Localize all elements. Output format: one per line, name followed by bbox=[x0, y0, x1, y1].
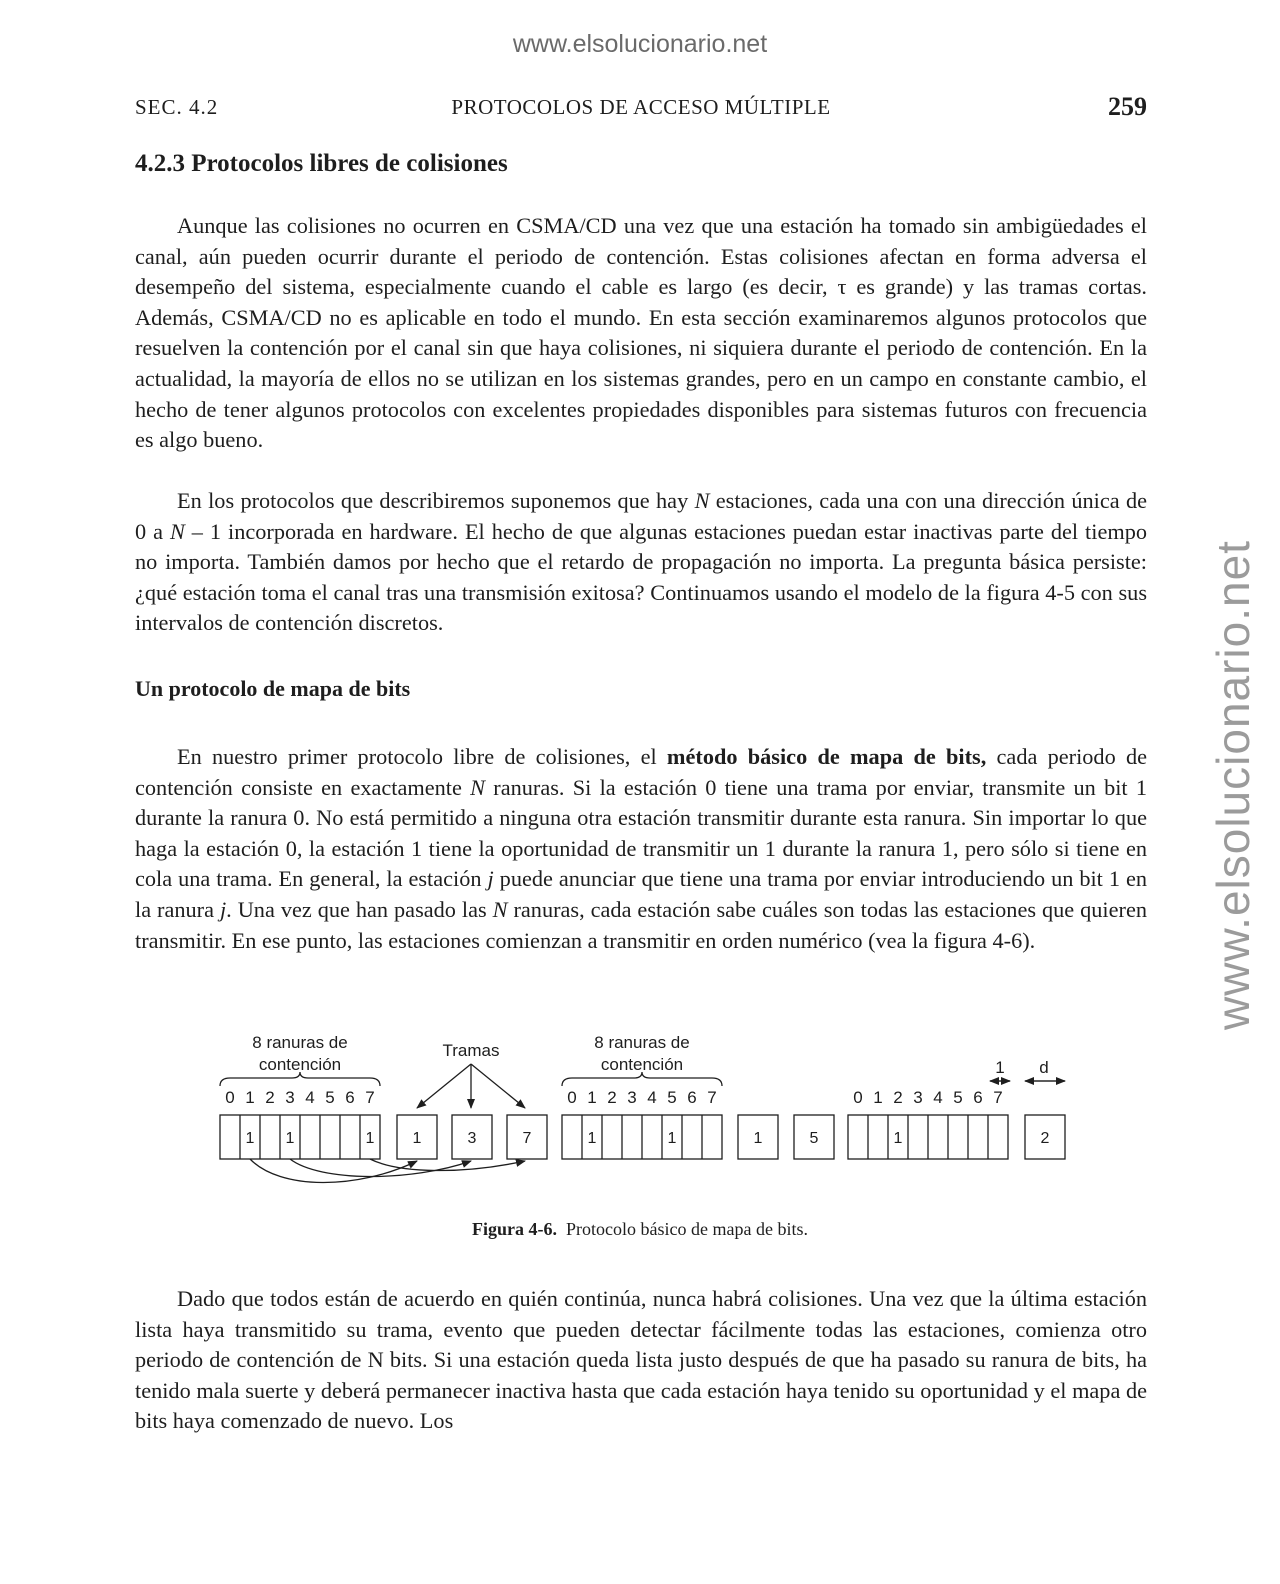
slots-label: 8 ranuras de bbox=[252, 1033, 348, 1052]
running-head bbox=[135, 92, 1147, 126]
slots-label: contención bbox=[258, 1055, 342, 1074]
bold-term: método básico de mapa de bits, bbox=[666, 744, 987, 769]
bit-value: 1 bbox=[285, 1130, 295, 1147]
bit-value: 1 bbox=[587, 1130, 597, 1147]
paragraph: Aunque las colisiones no ocurren en CSMA/CD una vez que una estación ha tomado sin ambigüedades el canal, aún pueden ocurrir durante el periodo de contención. Estas colisiones afectan en forma adversa el desempeño del sistema, especialmente cuando el cable es largo (es decir, τ es grande) y las tramas cortas. Además, CSMA/CD no es aplicable en todo el mundo. En esta sección examinaremos algunos protocolos que resuelven la contención por el canal sin que haya colisiones, ni siquiera durante el periodo de contención. En la actualidad, la mayoría de ellos no se utilizan en los sistemas grandes, pero en un campo en constante cambio, el hecho de tener algunos protocolos con excelentes propiedades disponibles para sistemas futuros con frecuencia es algo bueno. bbox=[135, 213, 1147, 453]
frame-number: 1 bbox=[753, 1130, 763, 1147]
paragraph: En los protocolos que describiremos suponemos que hay N estaciones, cada una con una dirección única de 0 a N – 1 incorporada en hardware. El hecho de que algunas estaciones puedan estar inactivas parte del tiempo no importa. También damos por hecho que el retardo de propagación no importa. La pregunta básica persiste: ¿qué estación toma el canal tras una transmisión exitosa? Continuamos usando el modelo de la figura 4-5 con sus intervalos de contención discretos. bbox=[135, 488, 1147, 636]
slot-number: 7 bbox=[707, 1088, 717, 1107]
paragraph-text: En nuestro primer protocolo libre de colisiones, el bbox=[177, 744, 667, 769]
slot-number: 0 bbox=[853, 1088, 863, 1107]
frame-number: 2 bbox=[1040, 1130, 1050, 1147]
slot-number: 2 bbox=[607, 1088, 617, 1107]
bit-value: 1 bbox=[245, 1130, 255, 1147]
slot-number: 7 bbox=[365, 1088, 375, 1107]
paragraph: Dado que todos están de acuerdo en quién continúa, nunca habrá colisiones. Una vez que la última estación lista haya transmitido su trama, evento que pueden detectar fácilmente todas las estaciones, comienza otro periodo de contención de N bits. Si una estación queda lista justo después de que ha pasado su ranura de bits, ha tenido mala suerte y deberá permanecer inactiva hasta que cada estación haya tenido su oportunidad y el mapa de bits haya comenzado de nuevo. Los bbox=[135, 1286, 1147, 1434]
bit-value: 1 bbox=[667, 1130, 677, 1147]
slot-number: 4 bbox=[305, 1088, 315, 1107]
frame-number: 3 bbox=[467, 1130, 477, 1147]
slot-number: 0 bbox=[567, 1088, 577, 1107]
chapter-title: PROTOCOLOS DE ACCESO MÚLTIPLE bbox=[451, 95, 831, 119]
brace bbox=[220, 1072, 380, 1086]
slot-number: 4 bbox=[933, 1088, 943, 1107]
slot-number: 5 bbox=[667, 1088, 677, 1107]
figure-bitmap-protocol bbox=[0, 1020, 1280, 1210]
bit-to-frame-arrow bbox=[290, 1159, 471, 1177]
frame-number: 7 bbox=[522, 1130, 532, 1147]
caption-label: Figura 4-6. bbox=[472, 1219, 558, 1239]
slot-number: 1 bbox=[587, 1088, 597, 1107]
subsection-title: Un protocolo de mapa de bits bbox=[135, 676, 411, 701]
slot-number: 5 bbox=[325, 1088, 335, 1107]
bit-value: 1 bbox=[365, 1130, 375, 1147]
bit-to-frame-arrow bbox=[250, 1159, 417, 1183]
slot-number: 6 bbox=[687, 1088, 697, 1107]
slots-label: contención bbox=[600, 1055, 684, 1074]
slot-number: 1 bbox=[245, 1088, 255, 1107]
slot-number: 0 bbox=[225, 1088, 235, 1107]
watermark-top: www.elsolucionario.net bbox=[512, 30, 768, 58]
slot-number: 6 bbox=[345, 1088, 355, 1107]
frame-arrow bbox=[471, 1064, 525, 1108]
slot-number: 2 bbox=[893, 1088, 903, 1107]
slot-number: 5 bbox=[953, 1088, 963, 1107]
frames-label: Tramas bbox=[442, 1041, 500, 1060]
section-number: SEC. 4.2 bbox=[135, 95, 219, 119]
figure-caption bbox=[0, 1219, 1280, 1240]
slot-number: 3 bbox=[627, 1088, 637, 1107]
frame-duration-label: d bbox=[1039, 1058, 1049, 1077]
bit-to-frame-arrow bbox=[370, 1159, 525, 1171]
brace bbox=[562, 1072, 722, 1086]
frame-number: 1 bbox=[412, 1130, 422, 1147]
slot-number: 1 bbox=[873, 1088, 883, 1107]
slot-number: 2 bbox=[265, 1088, 275, 1107]
frame-number: 5 bbox=[809, 1130, 819, 1147]
bit-value: 1 bbox=[893, 1130, 903, 1147]
section-title: 4.2.3 Protocolos libres de colisiones bbox=[135, 150, 508, 177]
slot-number: 6 bbox=[973, 1088, 983, 1107]
frame-arrow bbox=[417, 1064, 471, 1108]
slot-number: 3 bbox=[285, 1088, 295, 1107]
watermark-side: www.elsolucionario.net bbox=[1207, 540, 1259, 1030]
caption-text: Protocolo básico de mapa de bits. bbox=[566, 1219, 808, 1239]
slot-number: 3 bbox=[913, 1088, 923, 1107]
slot-number: 7 bbox=[993, 1088, 1003, 1107]
slot-number: 4 bbox=[647, 1088, 657, 1107]
page-number: 259 bbox=[1108, 92, 1147, 121]
slots-label: 8 ranuras de bbox=[594, 1033, 690, 1052]
slot-width-label: 1 bbox=[995, 1058, 1005, 1077]
paragraph bbox=[135, 742, 1147, 956]
paragraph-text: cada periodo de contención consiste en exactamente N ranuras. Si la estación 0 tiene una trama por enviar, transmite un bit 1 durante la ranura 0. No está permitido a ninguna otra estación transmitir durante esta ranura. Sin importar lo que haga la estación 0, la estación 1 tiene la oportunidad de transmitir un 1 durante la ranura 1, pero sólo si tiene en cola una trama. En general, la estación j puede anunciar que tiene una trama por enviar introduciendo un bit 1 en la ranura j. Una vez que han pasado las N ranuras, cada estación sabe cuáles son todas las estaciones que quieren transmitir. En ese punto, las estaciones comienzan a transmitir en orden numérico (vea la figura 4-6). bbox=[135, 744, 1148, 953]
